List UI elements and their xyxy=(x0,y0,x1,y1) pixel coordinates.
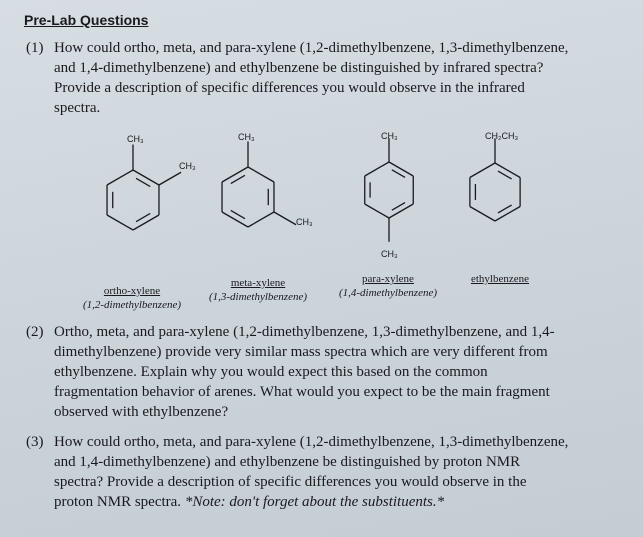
double-bond xyxy=(136,178,150,186)
ortho-ch3-side: CH₃ xyxy=(179,161,196,171)
double-bond xyxy=(498,171,512,179)
text-line: ethylbenzene. Explain why you would expect this based on the common xyxy=(54,364,488,380)
question-number: (3) xyxy=(26,434,44,450)
double-bond xyxy=(498,205,512,213)
ring-bond xyxy=(248,167,274,182)
ortho-xylene-label: ortho-xylene (1,2-dimethylbenzene) xyxy=(82,285,182,311)
ring-bond xyxy=(107,170,133,185)
text-line: Provide a description of specific differences you would observe in the infrared xyxy=(54,80,525,96)
ring-bond xyxy=(495,207,520,222)
text-line: dimethylbenzene) provide very similar mass spectra which are very different from xyxy=(54,344,548,360)
para-xylene-label: para-xylene (1,4-dimethylbenzene) xyxy=(338,273,438,299)
double-bond xyxy=(231,210,245,218)
ortho-ch3-top: CH₃ xyxy=(127,134,144,144)
para-ch3-top: CH₃ xyxy=(381,131,398,141)
ring-bond xyxy=(248,212,274,227)
text-line: proton NMR spectra. xyxy=(54,494,182,510)
double-bond xyxy=(392,170,405,178)
text-line: spectra. xyxy=(54,100,101,116)
double-bond xyxy=(231,175,245,183)
text-line: spectra? Provide a description of specific differences you would observe in the xyxy=(54,474,527,490)
ring-bond xyxy=(389,162,413,176)
ring-bond xyxy=(365,162,389,176)
text-line: and 1,4-dimethylbenzene) and ethylbenzene be distinguished by infrared spectra? xyxy=(54,60,544,76)
ring-bond xyxy=(470,163,495,178)
text-line: and 1,4-dimethylbenzene) and ethylbenzene be distinguished by proton NMR xyxy=(54,454,521,470)
text-line: fragmentation behavior of arenes. What would you expect to be the main fragment xyxy=(54,384,550,400)
ethylbenzene-label: ethylbenzene xyxy=(470,273,530,285)
question-number: (1) xyxy=(26,40,44,56)
text-line: observed with ethylbenzene? xyxy=(54,404,229,420)
double-bond xyxy=(136,213,150,221)
substituent-bond xyxy=(274,212,296,225)
text-line: How could ortho, meta, and para-xylene (1,2-dimethylbenzene, 1,3-dimethylbenzene, xyxy=(54,434,569,450)
ring-bond xyxy=(133,170,159,185)
meta-ch3-top: CH₃ xyxy=(238,132,255,142)
substituent-bond xyxy=(159,172,181,185)
ring-bond xyxy=(365,204,389,218)
ring-bond xyxy=(222,167,248,182)
ring-bond xyxy=(222,212,248,227)
para-ch3-bottom: CH₃ xyxy=(381,249,398,259)
meta-xylene-label: meta-xylene (1,3-dimethylbenzene) xyxy=(208,277,308,303)
question-2 xyxy=(26,322,555,422)
note: *Note: don't forget about the substituents.* xyxy=(184,494,445,510)
text-line: Ortho, meta, and para-xylene (1,2-dimethylbenzene, 1,3-dimethylbenzene, and 1,4- xyxy=(54,324,555,340)
meta-ch3-side: CH₃ xyxy=(296,217,313,227)
ring-bond xyxy=(133,215,159,230)
section-title: Pre-Lab Questions xyxy=(24,12,149,28)
ring-bond xyxy=(107,215,133,230)
ethyl-ch2ch3: CH₂CH₃ xyxy=(485,131,519,141)
question-3 xyxy=(26,432,568,512)
question-number: (2) xyxy=(26,324,44,340)
double-bond xyxy=(392,203,405,211)
ring-bond xyxy=(470,207,495,222)
text-line: How could ortho, meta, and para-xylene (1,2-dimethylbenzene, 1,3-dimethylbenzene, xyxy=(54,40,569,56)
ring-bond xyxy=(389,204,413,218)
ring-bond xyxy=(495,163,520,178)
